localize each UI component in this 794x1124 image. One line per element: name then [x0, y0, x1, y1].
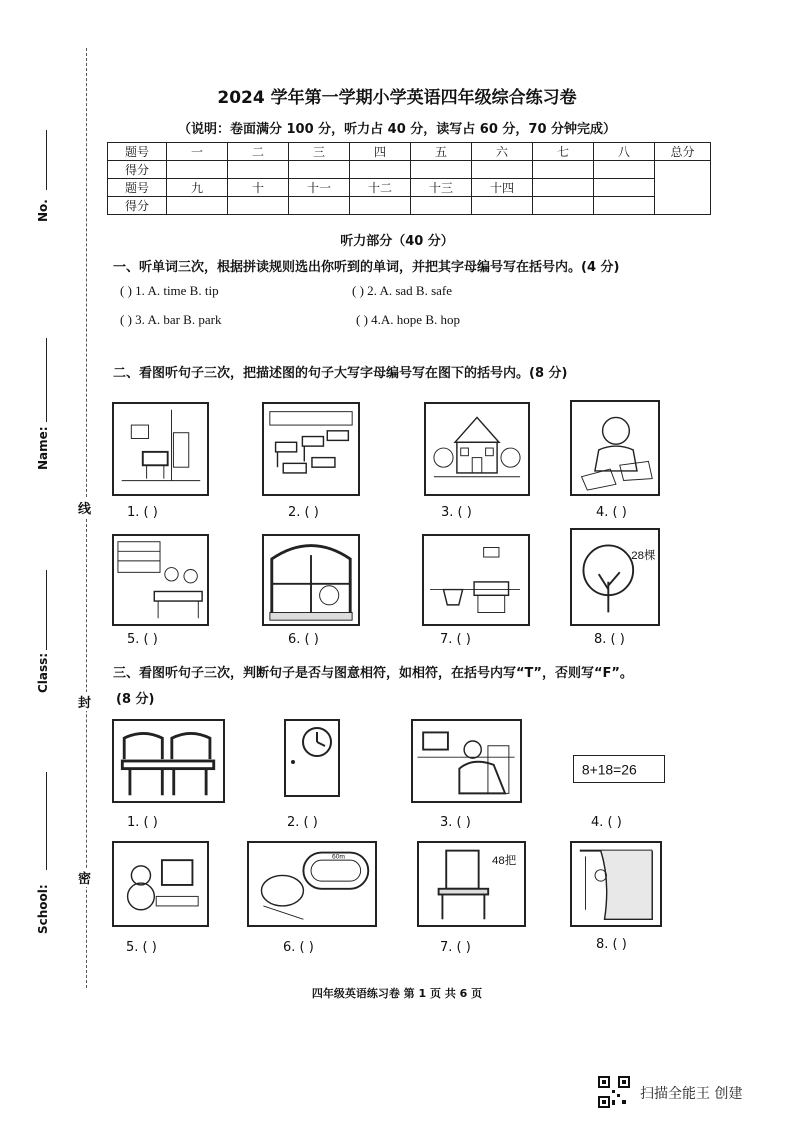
binding-char-mi: 密	[78, 868, 91, 887]
picture-math-equation	[573, 755, 665, 783]
score-table-row	[108, 197, 711, 215]
name-line	[46, 338, 47, 422]
section1-item-4[interactable]: ( ) 4.A. hope B. hop	[356, 312, 460, 327]
score-cell	[594, 197, 655, 215]
page-footer: 四年级英语练习卷 第 1 页 共 6 页	[311, 987, 483, 1000]
score-table-row	[108, 143, 711, 161]
section3-label-2[interactable]: 2. ( )	[287, 815, 318, 830]
school-label: School:	[36, 884, 50, 934]
listening-header: 听力部分（40 分）	[340, 234, 454, 249]
scanner-watermark: 扫描全能王 创建	[640, 1086, 743, 1102]
binding-char-feng: 封	[78, 692, 91, 711]
table-cell: 五	[411, 143, 472, 161]
name-label: Name:	[36, 426, 50, 470]
picture-tree	[570, 528, 660, 626]
picture-window-plant	[262, 534, 360, 626]
equation-label: 8+18=26	[581, 761, 637, 778]
table-cell: 七	[533, 143, 594, 161]
section2-label-5[interactable]: 5. ( )	[127, 632, 158, 647]
class-label: Class:	[36, 652, 50, 693]
table-cell: 十四	[472, 179, 533, 197]
qr-code-icon	[598, 1076, 630, 1108]
table-cell: 十二	[350, 179, 411, 197]
score-cell[interactable]	[411, 161, 472, 179]
score-cell[interactable]	[594, 161, 655, 179]
section3-label-5[interactable]: 5. ( )	[126, 940, 157, 955]
picture-two-desks	[112, 719, 225, 803]
section3-heading: 三、看图听句子三次，判断句子是否与图意相符，如相符，在括号内写“T”，否则写“F”。	[113, 666, 633, 681]
table-cell: 二	[228, 143, 289, 161]
no-line	[46, 130, 47, 190]
section2-label-7[interactable]: 7. ( )	[440, 632, 471, 647]
score-cell[interactable]	[167, 197, 228, 215]
table-cell: 八	[594, 143, 655, 161]
picture-house	[424, 402, 530, 496]
picture-study-room	[112, 402, 209, 496]
score-cell[interactable]	[472, 197, 533, 215]
score-cell	[533, 197, 594, 215]
picture-classroom-desks	[262, 402, 360, 496]
picture-man-watching-tv	[411, 719, 522, 803]
picture-library-children	[112, 534, 209, 626]
picture-curtain-cat	[570, 841, 662, 927]
table-cell: 题号	[108, 179, 167, 197]
score-cell[interactable]	[289, 161, 350, 179]
section2-label-2[interactable]: 2. ( )	[288, 505, 319, 520]
no-label: No.	[36, 199, 50, 222]
table-cell: 总分	[655, 143, 711, 161]
section2-label-8[interactable]: 8. ( )	[594, 632, 625, 647]
page-subtitle: （说明：卷面满分 100 分，听力占 40 分，读写占 60 分，70 分钟完成）	[177, 122, 617, 137]
class-line	[46, 570, 47, 650]
section3-label-1[interactable]: 1. ( )	[127, 815, 158, 830]
section2-label-1[interactable]: 1. ( )	[127, 505, 158, 520]
table-cell	[594, 179, 655, 197]
picture-teddy-computer	[112, 841, 209, 927]
table-cell: 十三	[411, 179, 472, 197]
score-cell[interactable]	[167, 161, 228, 179]
section1-item-2[interactable]: ( ) 2. A. sad B. safe	[352, 283, 453, 298]
section1-item-1[interactable]: ( ) 1. A. time B. tip	[120, 283, 219, 298]
picture-chair	[417, 841, 526, 927]
binding-char-xian: 线	[78, 498, 91, 517]
total-score-cell[interactable]	[655, 161, 711, 215]
picture-door-clock	[283, 718, 341, 798]
score-table-row	[108, 161, 711, 179]
table-cell: 十	[228, 179, 289, 197]
section3-label-8[interactable]: 8. ( )	[596, 937, 627, 952]
table-cell: 一	[167, 143, 228, 161]
table-cell: 九	[167, 179, 228, 197]
table-cell: 六	[472, 143, 533, 161]
score-cell[interactable]	[411, 197, 472, 215]
section3-label-4[interactable]: 4. ( )	[591, 815, 622, 830]
score-cell[interactable]	[350, 161, 411, 179]
track-label: 60m	[332, 853, 345, 861]
score-cell[interactable]	[228, 197, 289, 215]
table-cell: 题号	[108, 143, 167, 161]
school-line	[46, 772, 47, 870]
section1-item-3[interactable]: ( ) 3. A. bar B. park	[120, 312, 222, 327]
score-table	[107, 142, 711, 215]
score-table-row	[108, 179, 711, 197]
page-title: 2024 学年第一学期小学英语四年级综合练习卷	[217, 88, 577, 108]
table-cell: 得分	[108, 161, 167, 179]
section3-label-7[interactable]: 7. ( )	[440, 940, 471, 955]
table-cell: 四	[350, 143, 411, 161]
section2-label-6[interactable]: 6. ( )	[288, 632, 319, 647]
section1-heading: 一、听单词三次，根据拼读规则选出你听到的单词，并把其字母编号写在括号内。(4 分)	[113, 260, 620, 275]
score-cell[interactable]	[289, 197, 350, 215]
section2-label-4[interactable]: 4. ( )	[596, 505, 627, 520]
section3-label-3[interactable]: 3. ( )	[440, 815, 471, 830]
chair-count-label: 48把	[492, 854, 517, 867]
picture-bathroom	[422, 534, 530, 626]
score-cell[interactable]	[472, 161, 533, 179]
tree-count-label: 28棵	[631, 549, 656, 562]
table-cell	[533, 179, 594, 197]
score-cell[interactable]	[228, 161, 289, 179]
section2-label-3[interactable]: 3. ( )	[441, 505, 472, 520]
binding-dashed-line	[86, 48, 87, 988]
score-cell[interactable]	[533, 161, 594, 179]
picture-sports-track	[247, 841, 377, 927]
picture-boy-reading	[570, 400, 660, 496]
section3-heading-points: (8 分)	[116, 692, 155, 707]
section3-label-6[interactable]: 6. ( )	[283, 940, 314, 955]
score-cell[interactable]	[350, 197, 411, 215]
section2-heading: 二、看图听句子三次，把描述图的句子大写字母编号写在图下的括号内。(8 分)	[113, 366, 568, 381]
table-cell: 三	[289, 143, 350, 161]
table-cell: 得分	[108, 197, 167, 215]
table-cell: 十一	[289, 179, 350, 197]
